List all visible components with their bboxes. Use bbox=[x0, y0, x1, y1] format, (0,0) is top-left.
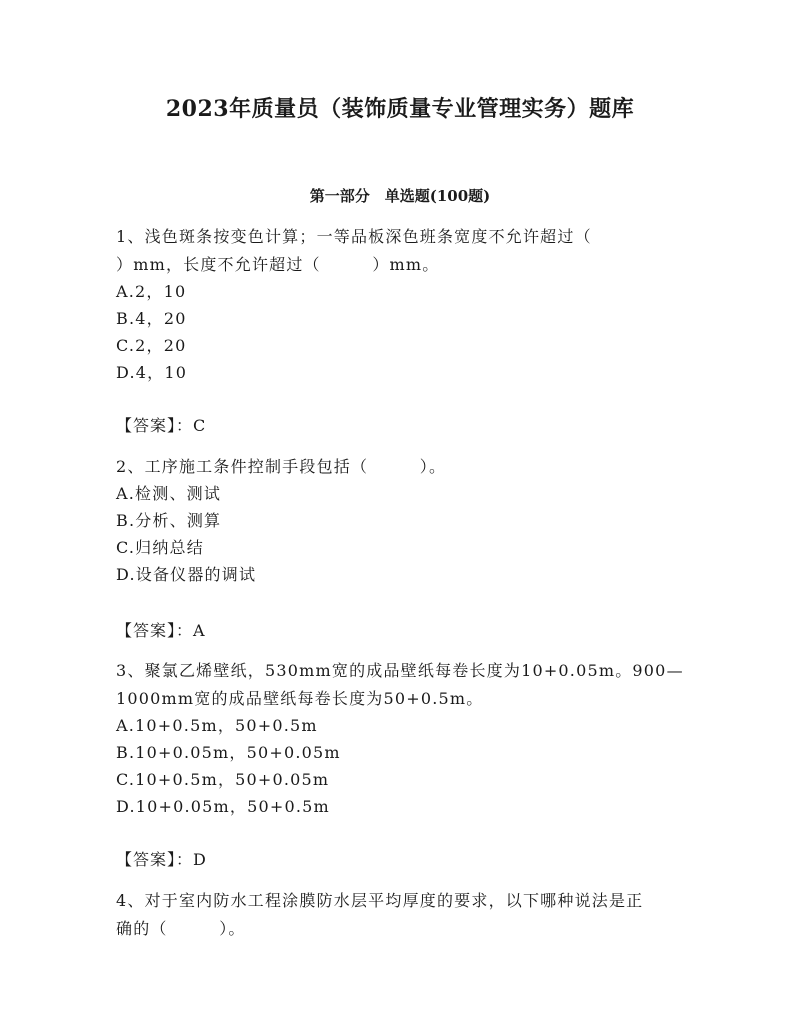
question-3-stem-line-2: 1000mm宽的成品壁纸每卷长度为50+0.5m。 bbox=[116, 689, 484, 708]
question-2-option-d: D.设备仪器的调试 bbox=[116, 565, 257, 584]
question-1-answer: 【答案】：C bbox=[116, 416, 207, 435]
section-heading: 第一部分 单选题(100题) bbox=[309, 187, 491, 205]
question-3-option-a: A.10+0.5m，50+0.5m bbox=[116, 716, 318, 735]
question-1-option-a: A.2，10 bbox=[116, 282, 187, 301]
question-1-option-d: D.4，10 bbox=[116, 363, 188, 382]
question-1-stem-line-2: ）mm，长度不允许超过（ ）mm。 bbox=[116, 255, 440, 274]
question-2-stem-line-1: 2、工序施工条件控制手段包括（ ）。 bbox=[116, 457, 447, 476]
question-1-option-b: B.4，20 bbox=[116, 309, 187, 328]
question-3-option-c: C.10+0.5m，50+0.05m bbox=[116, 770, 330, 789]
question-3-option-d: D.10+0.05m，50+0.5m bbox=[116, 797, 330, 816]
question-3-answer: 【答案】：D bbox=[116, 850, 207, 869]
question-2-option-a: A.检测、测试 bbox=[116, 484, 222, 503]
question-2-option-b: B.分析、测算 bbox=[116, 511, 222, 530]
question-2-answer: 【答案】：A bbox=[116, 621, 206, 640]
document-title: 2023年质量员（装饰质量专业管理实务）题库 bbox=[165, 96, 635, 122]
question-1-stem-line-1: 1、浅色斑条按变色计算；一等品板深色班条宽度不允许超过（ bbox=[116, 227, 592, 246]
question-3-stem-line-1: 3、聚氯乙烯壁纸，530mm宽的成品壁纸每卷长度为10+0.05m。900— bbox=[116, 661, 684, 680]
question-3-option-b: B.10+0.05m，50+0.05m bbox=[116, 743, 341, 762]
question-2-option-c: C.归纳总结 bbox=[116, 538, 204, 557]
question-4-stem-line-2: 确的（ ）。 bbox=[116, 919, 246, 938]
question-1-option-c: C.2，20 bbox=[116, 336, 187, 355]
question-4-stem-line-1: 4、对于室内防水工程涂膜防水层平均厚度的要求，以下哪种说法是正 bbox=[116, 891, 644, 910]
